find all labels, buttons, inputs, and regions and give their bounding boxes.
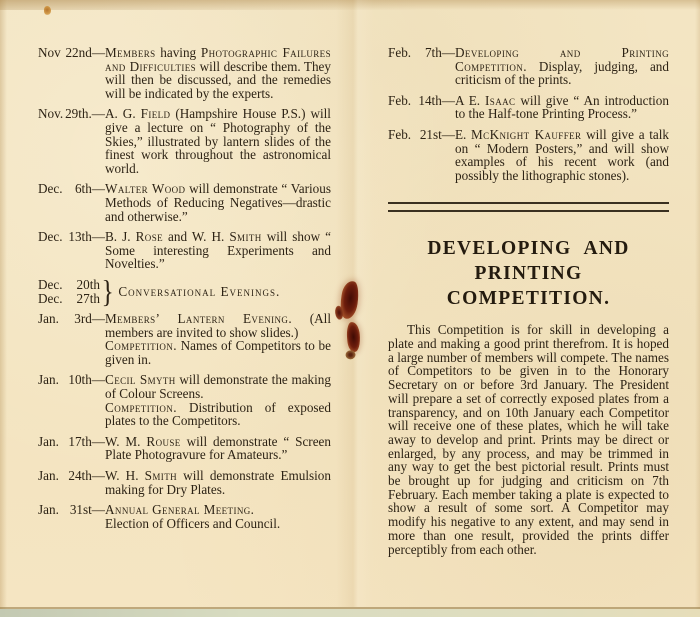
section-heading-line2: PRINTING COMPETITION. xyxy=(446,263,611,310)
right-page-schedule xyxy=(388,46,669,182)
body-text: will demonstrate “ Various Methods of Reducing Negatives—drastic and otherwise.” xyxy=(105,181,331,224)
entry-text-block xyxy=(105,182,331,223)
body-text: will show “ Some interesting Experiments and Novelties.” xyxy=(105,229,331,272)
entry-text-block xyxy=(105,230,331,271)
entry-date-day: 10th— xyxy=(68,372,105,388)
body-text: having xyxy=(155,45,201,60)
entry-body xyxy=(105,373,331,427)
entry-date-day: 13th— xyxy=(68,229,105,245)
schedule-entry xyxy=(388,94,669,121)
small-caps-text: Rouse xyxy=(146,433,181,449)
schedule-entry xyxy=(38,46,331,100)
entry-date-month: Jan. xyxy=(38,502,59,518)
body-text: (Hampshire House P.S.) will give a lecture on “ Photography of the Skies,” illustrated by lantern slides of the finest work throughout the astronomical world. xyxy=(105,106,331,176)
schedule-entry xyxy=(38,503,331,530)
entry-date-month: Jan. xyxy=(38,372,59,388)
schedule-entry xyxy=(38,182,331,223)
left-page-schedule xyxy=(38,46,331,530)
paper-top-edge-shadow xyxy=(0,0,700,10)
paper-right-edge-shadow xyxy=(695,0,700,617)
entry-date-month: Jan. xyxy=(38,468,59,484)
entry-date xyxy=(38,292,100,306)
entry-date-day: 29th.— xyxy=(65,106,105,122)
entry-text-block xyxy=(105,373,331,400)
entry-body xyxy=(455,46,669,87)
body-text: will demonstrate the making of Colour Screens. xyxy=(105,372,331,402)
small-caps-text: Smith xyxy=(144,468,178,484)
small-caps-text: Competition. xyxy=(105,399,177,415)
entry-text-block xyxy=(105,107,331,175)
entry-date-month: Feb. xyxy=(388,45,412,60)
entry-date xyxy=(38,107,105,121)
schedule-entry xyxy=(38,312,331,366)
right-page xyxy=(388,46,669,556)
entry-body xyxy=(105,107,331,175)
entry-body xyxy=(118,285,331,299)
entry-date-day: 22nd— xyxy=(65,45,105,60)
body-text: A. G. xyxy=(105,106,141,122)
entry-date-month: Dec. xyxy=(38,290,63,306)
brace-glyph: } xyxy=(101,273,114,309)
small-caps-text: Members xyxy=(105,45,156,60)
entry-text-block xyxy=(105,435,331,462)
body-text: will demonstrate Emulsion making for Dry Plates. xyxy=(105,468,331,497)
competition-paragraph: This Competition is for skill in developing a plate and making a good print therefrom. It is hoped a large number of members will compete. The names of Competitors to be given in to the Honorary Secretary on or before 3rd January. The President will prepare a set of correctly exposed plates from a transparency, and on 10th January each Competitor will receive one of these plates, which he will take away to develop and print. Prints may be direct or enlarged, by any process, and may be trimmed in any way to get the best pictorial result. Prints must be brought up for judging and criticism on 7th February. Each member taking a plate is expected to show a result of some sort. A Competitor may modify his negative to any extent, and may send in more than one result, provided the prints differ perceptibly from each other. xyxy=(388,322,669,557)
entry-body xyxy=(455,94,669,121)
entry-body xyxy=(105,503,331,530)
entry-date-month: Feb. xyxy=(388,126,412,142)
entry-date-day: 24th— xyxy=(68,468,105,484)
small-caps-text: Competition. xyxy=(105,338,177,354)
entry-date-day: 20th xyxy=(76,276,100,292)
left-page xyxy=(38,46,331,530)
entry-date-month: Nov. xyxy=(38,106,64,122)
entry-date-day: 17th— xyxy=(68,433,105,449)
entry-date-day: 3rd— xyxy=(74,311,105,327)
small-caps-text: Members’ Lantern Evening. xyxy=(105,311,293,327)
body-text: Names of Competitors to be given in. xyxy=(105,338,331,367)
schedule-entry xyxy=(38,107,331,175)
section-heading-line1: DEVELOPING AND xyxy=(427,238,630,260)
entry-date xyxy=(388,128,455,142)
small-caps-text: Annual General Meeting. xyxy=(105,502,255,518)
schedule-entry xyxy=(38,230,331,271)
entry-date-month: Jan. xyxy=(38,433,59,449)
body-text: will describe them. They will then be discussed, and the remedies will be indicated by the experts. xyxy=(105,58,331,101)
small-caps-text: Cecil Smyth xyxy=(105,372,176,388)
small-caps-text: Developing and Printing Competition. xyxy=(455,45,669,74)
entry-date-stack xyxy=(38,278,100,305)
entry-date xyxy=(38,435,105,449)
entry-text-block xyxy=(455,94,669,121)
entry-date-day: 27th xyxy=(76,290,100,306)
schedule-entry xyxy=(38,373,331,427)
entry-date-month: Dec. xyxy=(38,276,63,292)
entry-date xyxy=(38,46,105,60)
entry-body xyxy=(105,182,331,223)
entry-date xyxy=(388,94,455,108)
body-text: Election of Officers and Council. xyxy=(105,515,281,531)
body-text: W. M. xyxy=(105,433,147,449)
paper-left-edge-shadow xyxy=(0,0,7,617)
small-caps-text: Photographic Failures and Difficulties xyxy=(105,45,331,74)
body-text: Display, judging, and criticism of the prints. xyxy=(455,58,669,88)
entry-date xyxy=(38,278,100,292)
section-divider-rule xyxy=(388,202,669,212)
entry-body xyxy=(105,230,331,271)
entry-body xyxy=(105,435,331,462)
body-text: W. H. xyxy=(105,468,145,484)
entry-date xyxy=(38,373,105,387)
entry-body xyxy=(105,46,331,100)
entry-text-block xyxy=(455,46,669,87)
entry-date-month: Feb. xyxy=(388,92,412,108)
schedule-entry xyxy=(388,128,669,182)
entry-date xyxy=(38,230,105,244)
entry-text-block xyxy=(455,128,669,182)
entry-date-day: 14th— xyxy=(418,92,455,108)
entry-text-block xyxy=(105,401,331,428)
paper-bottom-edge xyxy=(0,609,700,617)
entry-text-block xyxy=(105,503,331,517)
body-text: E. xyxy=(455,126,472,142)
small-caps-text: McKnight Kauffer xyxy=(471,126,582,142)
schedule-entry xyxy=(38,469,331,496)
body-text: will give a talk on “ Modern Posters,” and will show examples of his recent work (and possibly the lithographic stones). xyxy=(455,126,669,183)
entry-text-block xyxy=(105,469,331,496)
entry-date-day: 21st— xyxy=(419,126,455,142)
entry-text-block xyxy=(105,339,331,366)
body-text: will give “ An introduction to the Half-tone Printing Process.” xyxy=(455,92,669,122)
section-heading xyxy=(388,236,669,311)
body-text: and W. H. xyxy=(163,229,230,245)
body-text: (All members are invited to show slides.) xyxy=(105,311,331,340)
paper-spot xyxy=(44,6,51,15)
small-caps-text: Walter Wood xyxy=(105,181,186,197)
entry-body xyxy=(455,128,669,182)
entry-date-month: Nov xyxy=(38,45,61,60)
entry-date xyxy=(388,46,455,60)
entry-date xyxy=(38,503,105,517)
body-text: Distribution of exposed plates to the Competitors. xyxy=(105,399,331,429)
schedule-entry xyxy=(388,46,669,87)
small-caps-text: Smith xyxy=(229,229,262,245)
rust-stain-bottom xyxy=(346,321,362,352)
entry-date-day: 6th— xyxy=(74,181,105,197)
small-caps-text: Isaac xyxy=(485,92,516,108)
schedule-entry xyxy=(38,273,331,309)
body-text: will demonstrate “ Screen Plate Photogravure for Amateurs.” xyxy=(105,433,331,463)
entry-date-day: 31st— xyxy=(69,502,105,518)
entry-date xyxy=(38,182,105,196)
small-caps-text: Field xyxy=(140,106,171,122)
entry-text-block xyxy=(118,285,331,299)
body-text: B. J. xyxy=(105,229,136,245)
entry-date-month: Jan. xyxy=(38,311,59,327)
entry-body xyxy=(105,312,331,366)
entry-text-block xyxy=(105,46,331,100)
small-caps-text: Conversational Evenings. xyxy=(118,283,281,299)
schedule-entry xyxy=(38,435,331,462)
entry-date-month: Dec. xyxy=(38,181,63,197)
small-caps-text: Rose xyxy=(135,229,164,245)
page-fold-shadow xyxy=(336,0,374,607)
body-text: A E. xyxy=(455,92,486,108)
entry-body xyxy=(105,469,331,496)
entry-date-day: 7th— xyxy=(424,45,455,60)
entry-date xyxy=(38,312,105,326)
entry-text-block xyxy=(105,517,331,531)
entry-date xyxy=(38,469,105,483)
entry-date-month: Dec. xyxy=(38,229,63,245)
entry-text-block xyxy=(105,312,331,339)
rust-stain-top xyxy=(338,280,360,320)
